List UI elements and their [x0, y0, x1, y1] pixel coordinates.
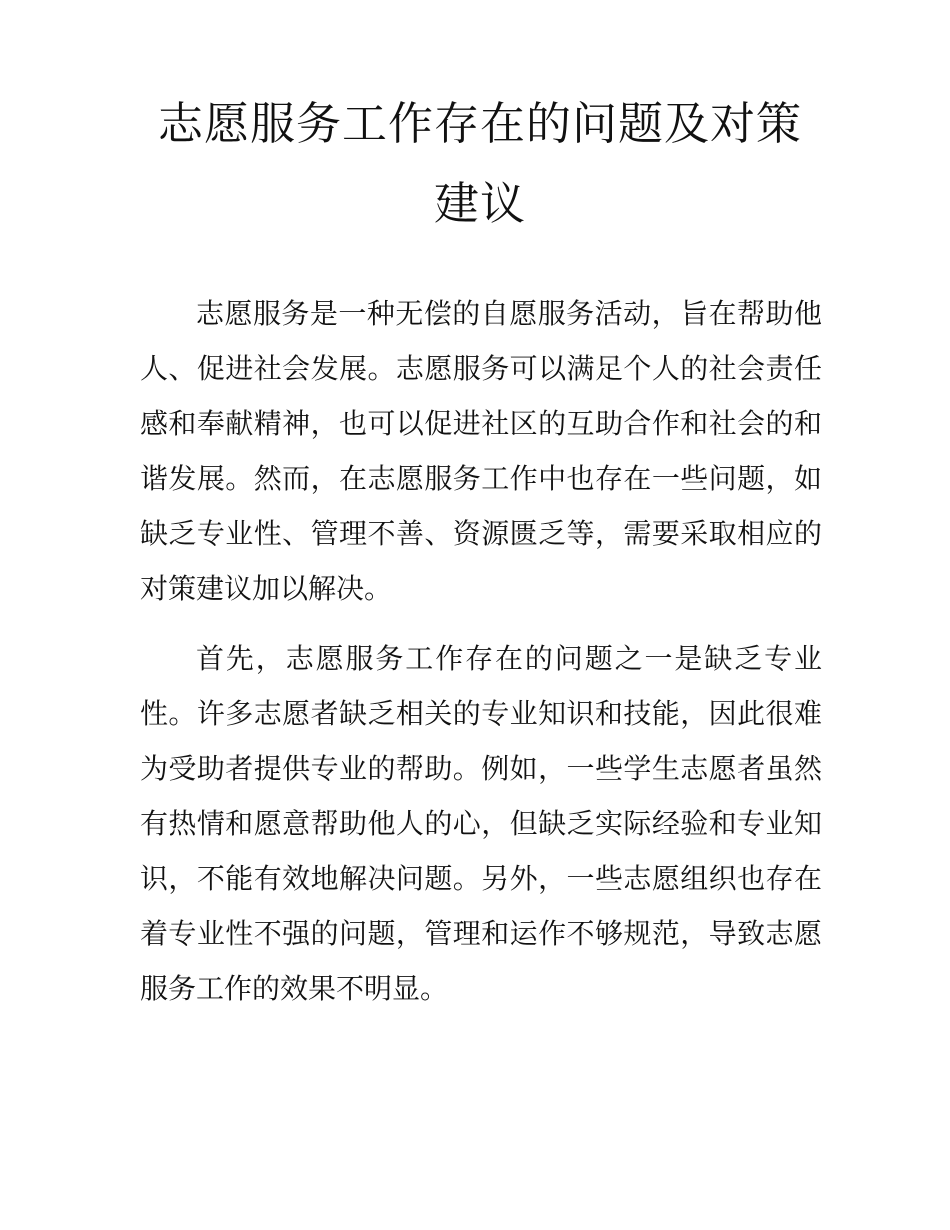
document-body [140, 286, 822, 1031]
body-paragraph-first-problem: 首先，志愿服务工作存在的问题之一是缺乏专业性。许多志愿者缺乏相关的专业知识和技能，因此很难为受助者提供专业的帮助。例如，一些学生志愿者虽然有热情和愿意帮助他人的心，但缺乏实际经验和专业知识，不能有效地解决问题。另外，一些志愿组织也存在着专业性不强的问题，管理和运作不够规范，导致志愿服务工作的效果不明显。 [140, 642, 822, 1005]
body-paragraph-intro: 志愿服务是一种无偿的自愿服务活动，旨在帮助他人、促进社会发展。志愿服务可以满足个人的社会责任感和奉献精神，也可以促进社区的互助合作和社会的和谐发展。然而，在志愿服务工作中也存在一些问题，如缺乏专业性、管理不善、资源匮乏等，需要采取相应的对策建议加以解决。 [140, 297, 822, 605]
document-title: 志愿服务工作存在的问题及对策建议 [157, 97, 802, 230]
